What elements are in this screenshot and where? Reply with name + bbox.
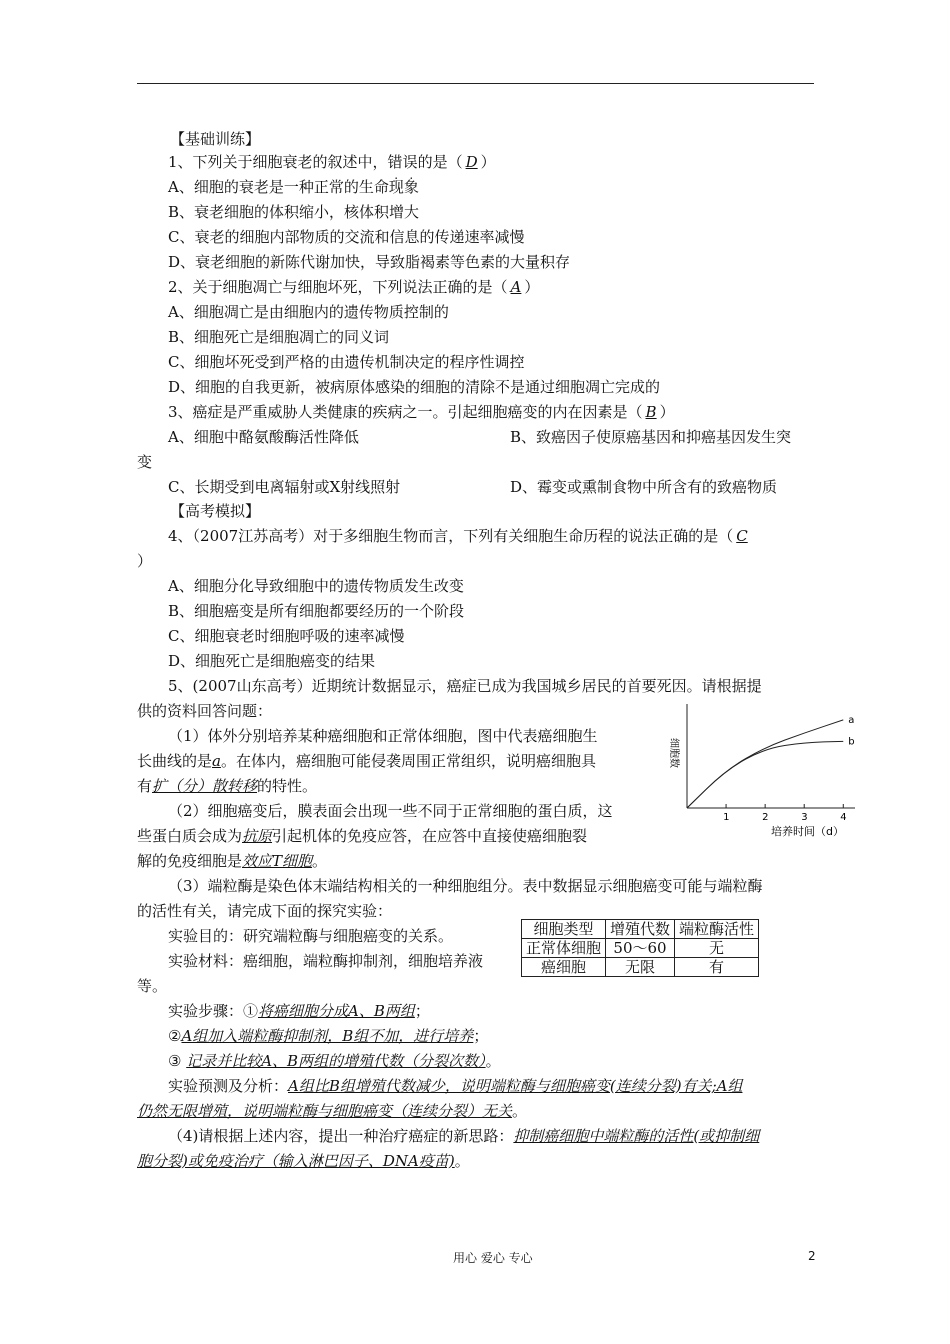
chart-series <box>687 715 855 808</box>
q5-part4-b: 胞分裂)或免疫治疗（输入淋巴因子、DNA疫苗)。 <box>137 1152 470 1170</box>
table-cell: 正常体细胞 <box>522 939 606 958</box>
q2-option-c: C、细胞坏死受到严格的由遗传机制决定的程序性调控 <box>168 353 525 371</box>
q2-option-a: A、细胞凋亡是由细胞内的遗传物质控制的 <box>168 303 449 321</box>
table-cell: 50～60 <box>606 939 675 958</box>
q5-part4-a: （4)请根据上述内容，提出一种治疗癌症的新思路：抑制癌细胞中端粒酶的活性(或抑制细 <box>168 1127 760 1145</box>
chart-x-label: 培养时间（d） <box>771 825 844 838</box>
q5-stem-1: 5、(2007山东高考）近期统计数据显示，癌症已成为我国城乡居民的首要死因。请根据提 <box>168 677 762 695</box>
q5-step-1: 实验步骤：①将癌细胞分成A、B两组； <box>168 1002 430 1020</box>
series-b-label: b <box>848 736 855 748</box>
q4-answer: C <box>736 527 748 545</box>
q4-option-c: C、细胞衰老时细胞呼吸的速率减慢 <box>168 627 405 645</box>
page-number: 2 <box>808 1249 816 1263</box>
table-header: 端粒酶活性 <box>675 920 759 939</box>
q4-option-d: D、细胞死亡是细胞癌变的结果 <box>168 652 376 670</box>
section-basic: 【基础训练】 <box>170 130 261 148</box>
table-header: 增殖代数 <box>606 920 675 939</box>
x-tick-label: 1 <box>723 812 730 823</box>
q5-part3-a: （3）端粒酶是染色体末端结构相关的一种细胞组分。表中数据显示细胞癌变可能与端粒酶 <box>168 877 763 895</box>
q5-step-2: ②A组加入端粒酶抑制剂，B组不加，进行培养； <box>168 1027 489 1045</box>
q2-stem: 2、关于细胞凋亡与细胞坏死，下列说法正确的是（ A ） <box>168 278 540 296</box>
q5-part2-c: 解的免疫细胞是效应T细胞。 <box>137 852 328 870</box>
series-a-label: a <box>848 714 855 726</box>
q5-part2-a: （2）细胞癌变后，膜表面会出现一些不同于正常细胞的蛋白质，这 <box>168 802 613 820</box>
q5-part1-b: 长曲线的是a。在体内，癌细胞可能侵袭周围正常组织，说明癌细胞具 <box>137 752 596 770</box>
q5-materials-wrap: 等。 <box>137 977 168 995</box>
q1-stem: 1、下列关于细胞衰老的叙述中，错误的是（ D ） <box>168 153 496 171</box>
telomerase-table <box>521 919 759 977</box>
q4-close: ） <box>137 552 153 570</box>
q5-prediction-2: 仍然无限增殖，说明端粒酶与细胞癌变（连续分裂）无关。 <box>137 1102 528 1120</box>
q2-option-d: D、细胞的自我更新，被病原体感染的细胞的清除不是通过细胞凋亡完成的 <box>168 378 661 396</box>
footer-slogan: 用心 爱心 专心 <box>453 1251 533 1265</box>
chart-ticks <box>723 804 847 823</box>
q5-part3-b: 的活性有关，请完成下面的探究实验： <box>137 902 393 920</box>
header-rule <box>137 83 814 84</box>
q5-part1-answer-curve: a <box>212 752 221 770</box>
q1-option-a: A、细胞的衰老是一种正常的生命现象 <box>168 178 419 196</box>
table-cell: 有 <box>675 958 759 977</box>
q4-option-a: A、细胞分化导致细胞中的遗传物质发生改变 <box>168 577 464 595</box>
q2-answer: A <box>510 278 522 296</box>
q3-option-a: A、细胞中酪氨酸酶活性降低 <box>168 428 359 446</box>
q5-prediction-1: 实验预测及分析：A组比B组增殖代数减少，说明端粒酶与细胞癌变(连续分裂)有关;A组 <box>168 1077 743 1095</box>
table-cell: 癌细胞 <box>522 958 606 977</box>
q5-materials: 实验材料：癌细胞，端粒酶抑制剂，细胞培养液 <box>168 952 484 970</box>
q5-aim: 实验目的：研究端粒酶与细胞癌变的关系。 <box>168 927 454 945</box>
x-tick-label: 2 <box>762 812 769 823</box>
q3-answer: B <box>645 403 657 421</box>
table-row <box>522 958 759 977</box>
q5-stem-2: 供的资料回答问题： <box>137 702 273 720</box>
q3-option-c: C、长期受到电离辐射或X射线照射 <box>168 478 401 496</box>
series-b-line <box>687 741 843 808</box>
chart-axes <box>687 704 855 808</box>
q1-answer: D <box>465 153 478 171</box>
table-header: 细胞类型 <box>522 920 606 939</box>
q1-option-b: B、衰老细胞的体积缩小，核体积增大 <box>168 203 420 221</box>
q1-option-c: C、衰老的细胞内部物质的交流和信息的传递速率减慢 <box>168 228 525 246</box>
section-exam: 【高考模拟】 <box>170 502 261 520</box>
q5-part1-a: （1）体外分别培养某种癌细胞和正常体细胞，图中代表癌细胞生 <box>168 727 598 745</box>
q5-step-3: ③ 记录并比较A、B两组的增殖代数（分裂次数）。 <box>168 1052 501 1070</box>
q5-part2-answer-antigen: 抗原 <box>242 827 273 845</box>
table-cell: 无限 <box>606 958 675 977</box>
table-row <box>522 939 759 958</box>
q2-option-b: B、细胞死亡是细胞凋亡的同义词 <box>168 328 390 346</box>
series-a-line <box>687 720 843 808</box>
q5-part1-answer-trait: 扩（分）散转移 <box>152 777 258 795</box>
q4-option-b: B、细胞癌变是所有细胞都要经历的一个阶段 <box>168 602 465 620</box>
q3-option-d: D、霉变或熏制食物中所含有的致癌物质 <box>510 478 778 496</box>
table-header-row <box>522 920 759 939</box>
q4-stem: 4、（2007江苏高考）对于多细胞生物而言，下列有关细胞生命历程的说法正确的是（ C <box>168 526 751 546</box>
q5-part1-c: 有扩（分）散转移的特性。 <box>137 777 318 795</box>
q5-part2-b: 些蛋白质会成为抗原引起机体的免疫应答，在应答中直接使癌细胞裂 <box>137 827 588 845</box>
q1-option-d: D、衰老细胞的新陈代谢加快，导致脂褐素等色素的大量积存 <box>168 253 571 271</box>
q3-option-b-wrap: 变 <box>137 453 153 471</box>
q3-option-b: B、致癌因子使原癌基因和抑癌基因发生突 <box>510 428 792 446</box>
q3-stem: 3、癌症是严重威胁人类健康的疾病之一。引起细胞癌变的内在因素是（ B ） <box>168 403 675 421</box>
q5-part2-answer-cell: 效应T细胞 <box>242 852 313 870</box>
chart-y-label: 细胞数 <box>668 738 679 768</box>
growth-curve-chart <box>665 700 865 842</box>
table-cell: 无 <box>675 939 759 958</box>
x-tick-label: 3 <box>801 812 808 823</box>
x-tick-label: 4 <box>840 812 847 823</box>
